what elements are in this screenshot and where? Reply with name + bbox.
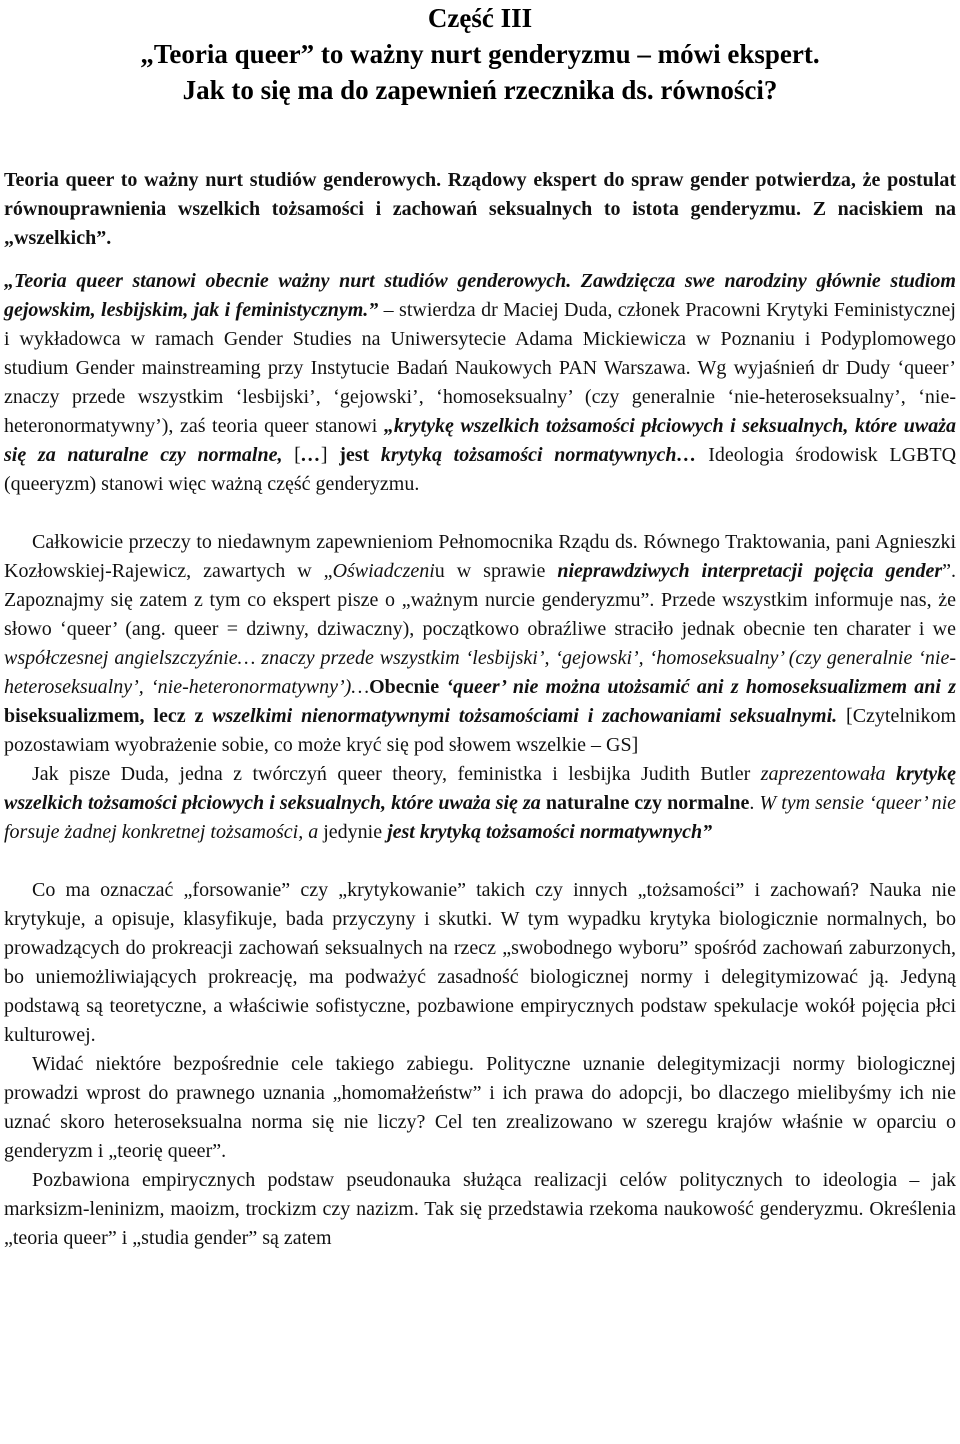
spacer	[4, 253, 956, 267]
spacer	[4, 499, 956, 528]
title-part: Część III	[427, 3, 533, 33]
declaration-reference: Oświadczeni	[332, 560, 435, 582]
quote-critique: „krytykę wszelkich tożsamości płciowych i seksualnych, które uważa się za naturalne czy normalne,	[4, 415, 956, 466]
spacer	[4, 108, 956, 166]
paragraph-forcing: Co ma oznaczać „forsowanie” czy „krytykowanie” takich czy innych „tożsamości” i zachowań? Nauka nie krytykuje, a opisuje, klasyfikuje, bada przyczyny i skutki. W tym wypadku krytyka biologicznie normalnych, bo prowadzących do prokreacji zachowań seksualnych na rzecz „swobodnego wyboru” spośród zachowań zaburzonych, bo uniemożliwiających prokreację, ma podważyć zasadność biologicznej normy i delegitymizować ją. Jedyną podstawą są teoretyczne, a właściwie sofistyczne, pozbawione empirycznych podstaw spekulacje wokół pojęcia płci kulturowej.	[4, 879, 956, 1046]
paragraph-pseudoscience: Pozbawiona empirycznych podstaw pseudonauka służąca realizacji celów politycznych to ideologia – jak marksizm-leninizm, maoizm, trockizm czy nazizm. Tak się przedstawia rzekoma naukowość genderyzmu. Określenia „teoria queer” i „studia gender” są zatem	[4, 1169, 956, 1249]
paragraph-quote-duda: „Teoria queer stanowi obecnie ważny nurt studiów genderowych. Zawdzięcza swe narodziny głównie studiom gejowskim, lesbijskim, jak i feministycznym.” – stwierdza dr Maciej Duda, członek Pracowni Krytyki Feministycznej i wykładowca w ramach Gender Studies na Uniwersytecie Adama Mickiewicza w Poznaniu i Podyplomowego studium Gender mainstreaming przy Instytucie Badań Naukowych PAN Warszawa. Wg wyjaśnień dr Dudy ‘queer’ znaczy przede wszystkim ‘lesbijski’, ‘gejowski’, ‘homoseksualny’ (czy generalnie ‘nie-heteroseksualny’, ‘nie-heteronormatywny’), zaś teoria queer stanowi „krytykę wszelkich tożsamości płciowych i seksualnych, które uważa się za naturalne czy normalne, […] jest krytyką tożsamości normatywnych… Ideologia środowisk LGBTQ (queeryzm) stanowi więc ważną część genderyzmu.	[4, 270, 957, 495]
title-line-2: Jak to się ma do zapewnień rzecznika ds. równości?	[182, 75, 778, 105]
title-line-1: „Teoria queer” to ważny nurt genderyzmu – mówi ekspert.	[140, 39, 820, 69]
quote-duda: „Teoria queer stanowi obecnie ważny nurt studiów genderowych. Zawdzięcza swe narodziny głównie studiom gejowskim, lesbijskim, jak i feministycznym.”	[4, 270, 956, 321]
paragraph-plenipotentiary: Całkowicie przeczy to niedawnym zapewnieniom Pełnomocnika Rządu ds. Równego Traktowania, pani Agnieszki Kozłowskiej-Rajewicz, zawartych w „Oświadczeniu w sprawie nieprawdziwych interpretacji pojęcia gender”. Zapoznajmy się zatem z tym co ekspert pisze o „ważnym nurcie genderyzmu”. Przede wszystkim informuje nas, że słowo ‘queer’ (ang. queer = dziwny, dziwaczny), początkowo obraźliwe straciło jednak obecnie ten charater i we współczesnej angielszczyźnie… znaczy przede wszystkim ‘lesbijski’, ‘gejowski’, ‘homoseksualny’ (czy generalnie ‘nie-heteroseksualny’, ‘nie-heteronormatywny’)…Obecnie ‘queer’ nie można utożsamić ani z homoseksualizmem ani z biseksualizmem, lecz z wszelkimi nienormatywnymi tożsamościami i zachowaniami seksualnymi. [Czytelnikom pozostawiam wyobrażenie sobie, co może kryć się pod słowem wszelkie – GS]	[4, 531, 957, 756]
paragraph-butler: Jak pisze Duda, jedna z twórczyń queer theory, feministka i lesbijka Judith Butler zaprezentowała krytykę wszelkich tożsamości płciowych i seksualnych, które uważa się za naturalne czy normalne. W tym sensie ‘queer’ nie forsuje żadnej konkretnej tożsamości, a jedynie jest krytyką tożsamości normatywnych”	[4, 763, 957, 843]
spacer	[4, 847, 956, 876]
paragraph-goals: Widać niektóre bezpośrednie cele takiego zabiegu. Polityczne uznanie delegitymizacji normy biologicznej prowadzi wprost do prawnego uznania „homomałżeństw” i ich prawa do adopcji, bo dlaczego mielibyśmy ich nie uznać skoro heteroseksualna norma się nie liczy? Cel ten zrealizowano w szeregu krajów właśnie w oparciu o genderyzm i „teorię queer”.	[4, 1053, 956, 1162]
lead-paragraph: Teoria queer to ważny nurt studiów genderowych. Rządowy ekspert do spraw gender potwierdza, że postulat równouprawnienia wszelkich tożsamości i zachowań seksualnych to istota genderyzmu. Z naciskiem na „wszelkich”.	[4, 169, 956, 249]
article-title	[4, 0, 956, 108]
